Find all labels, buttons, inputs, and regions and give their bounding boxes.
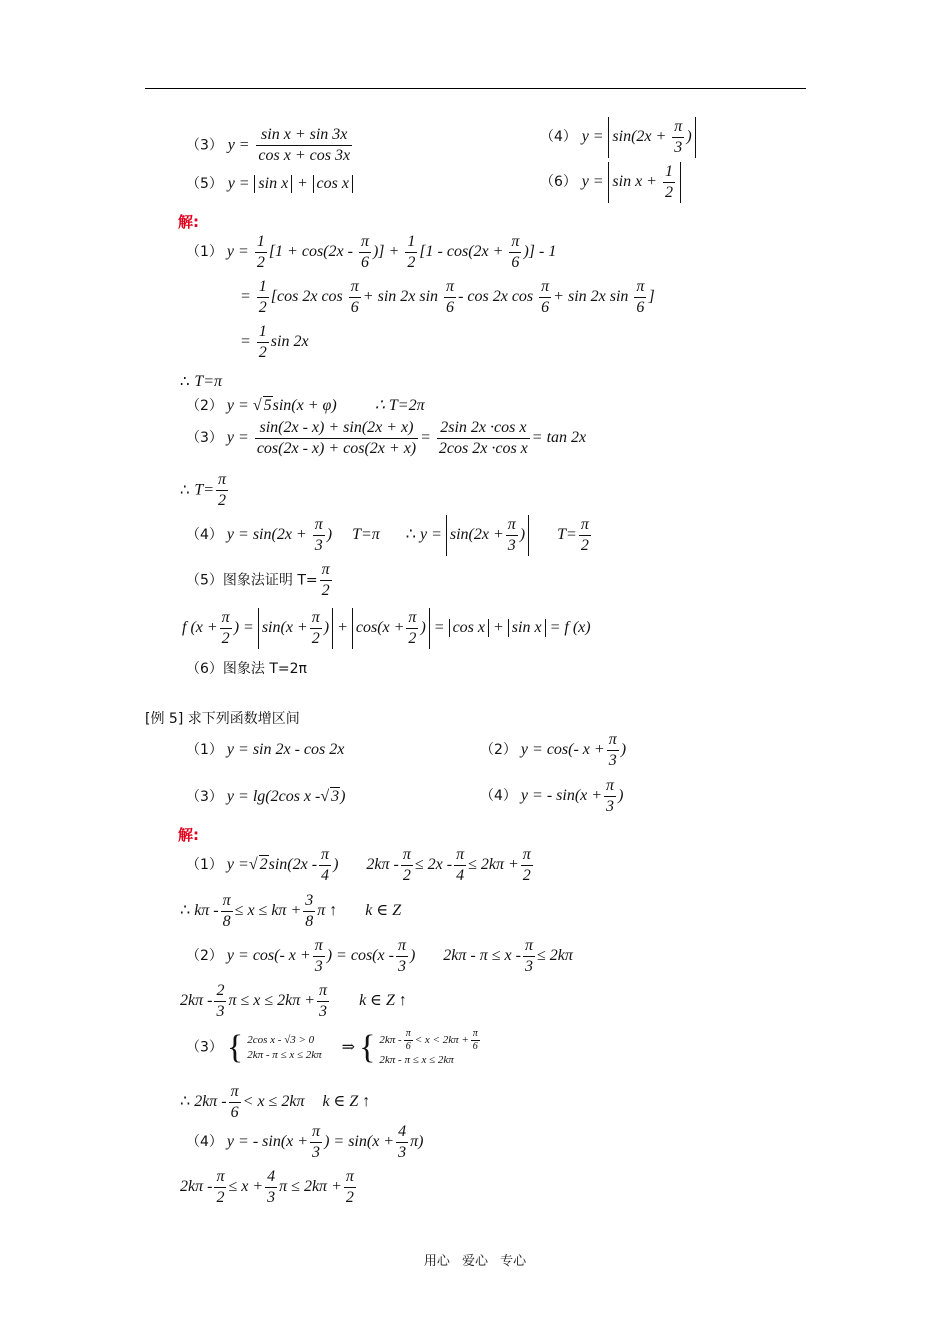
s5-abs-2: cos(x + $\frac{\pi}{2}$ ): [352, 608, 430, 649]
solution-1-line-2: [240, 277, 655, 318]
s5-text: f (x +: [182, 619, 218, 637]
pi2-frac: [579, 515, 591, 556]
a2-text: ≤ 2kπ: [536, 947, 573, 965]
problem-6-abs: [608, 162, 681, 203]
num: 1: [405, 232, 417, 253]
num: π: [539, 277, 551, 298]
left-brace-icon: {: [226, 1029, 244, 1066]
a4-text: y = - sin(x +: [226, 1133, 309, 1151]
den: 3: [608, 752, 617, 769]
q2-text: y = cos(- x +: [520, 741, 605, 759]
s4-text: ): [519, 526, 526, 544]
num: π: [521, 845, 533, 866]
s4-text: y =: [419, 526, 442, 544]
pi2-frac: [401, 845, 413, 886]
den: 3: [319, 1003, 328, 1020]
problem-4-frac: [672, 117, 684, 158]
problem-4-label: （4）: [540, 129, 577, 146]
s1-text: [1 - cos(2x +: [419, 243, 504, 261]
s1-text: [cos 2x cos: [270, 288, 343, 306]
four-thirds-frac: [265, 1167, 277, 1208]
question-2: [480, 730, 626, 771]
pi2-frac: [310, 608, 322, 649]
den: 6: [230, 1104, 239, 1121]
s3-text: y =: [226, 429, 249, 447]
num: π: [310, 608, 322, 629]
pi4-frac: [319, 845, 331, 886]
pi6-frac: [349, 277, 361, 318]
a3-text: 2kπ -: [379, 1034, 402, 1047]
den: 8: [222, 913, 231, 930]
q3-text: y = lg(2cos x -: [226, 788, 321, 805]
solution-2: （2） y = √ 5sin(x + φ) ∴ T=2π: [186, 397, 425, 414]
s1-text: =: [240, 333, 251, 351]
q4-label: （4）: [480, 788, 517, 805]
num: π: [220, 608, 232, 629]
num: 1: [255, 232, 267, 253]
den: 8: [305, 913, 314, 930]
half-frac: [405, 232, 417, 273]
den: 2cos 2x ·cos x: [438, 440, 528, 457]
problem-4-body: sin(2x +: [612, 128, 667, 146]
a1-text: sin(2x -: [268, 856, 318, 874]
problem-5-abs-b: cos x: [313, 175, 353, 193]
s1-text: =: [240, 288, 251, 306]
q3-text: ): [340, 788, 346, 805]
den: 3: [606, 798, 615, 815]
result-3: [180, 1082, 370, 1123]
pi6-frac: [229, 1082, 241, 1123]
period-3: [180, 470, 230, 511]
period-1: [180, 372, 222, 391]
s3-frac-2: [437, 418, 530, 459]
s3-text: = tan 2x: [531, 429, 587, 447]
pi6-frac: [444, 277, 456, 318]
sqrt-3: 3: [331, 788, 340, 805]
num: π: [221, 891, 233, 912]
den: 6: [636, 299, 645, 316]
den: 6: [350, 299, 359, 316]
a3-res-1: [379, 1028, 481, 1053]
solution-3: [186, 418, 586, 459]
example-5-title: [例 5] 求下列函数增区间: [145, 711, 300, 727]
den: 3: [216, 1003, 225, 1020]
r3-text: 2kπ -: [194, 1093, 227, 1111]
num: 3: [303, 891, 315, 912]
r4-text: π ≤ 2kπ +: [279, 1178, 342, 1196]
a3-system-left: [247, 1033, 321, 1063]
solution-heading-2: 解:: [178, 826, 199, 844]
s5-abs-1: sin(x + $\frac{\pi}{2}$ ): [258, 608, 333, 649]
den: 2: [321, 582, 330, 599]
q4-text: y = - sin(x +: [520, 787, 603, 805]
a2-text: ) = cos(x -: [326, 947, 394, 965]
den: 2: [216, 1189, 225, 1206]
num: π: [214, 1167, 226, 1188]
pi-symbol: π: [672, 117, 684, 138]
num: π: [405, 1028, 411, 1039]
result-2: [180, 981, 407, 1022]
problem-6-frac: [663, 162, 675, 203]
question-4: [480, 776, 623, 817]
den: 2: [407, 254, 416, 271]
a3-label: （3）: [186, 1039, 223, 1056]
den: 6: [472, 1041, 478, 1052]
den: 6: [446, 299, 455, 316]
den: 3: [507, 537, 516, 554]
s1-text: - cos 2x cos: [458, 288, 534, 306]
num: 4: [265, 1167, 277, 1188]
sqrt-2: 2: [259, 856, 268, 874]
a3-cond-2: 2kπ - π ≤ x ≤ 2kπ: [247, 1049, 322, 1061]
problem-4: [540, 117, 696, 158]
s1-text: )] +: [372, 243, 400, 261]
s1-text: sin 2x: [270, 333, 309, 351]
result-1: [180, 891, 401, 932]
s3-frac-1: [255, 418, 418, 459]
therefore-symbol: ∴: [374, 397, 385, 414]
den: 6: [360, 254, 369, 271]
num: π: [216, 470, 228, 491]
s5-text: ) =: [233, 619, 254, 637]
problem-6-eq: y =: [581, 173, 604, 191]
num: π: [406, 608, 418, 629]
num: π: [634, 277, 646, 298]
den: 2: [256, 254, 265, 271]
problem-4-abs: [608, 117, 695, 158]
problem-3-numerator: sin x + sin 3x: [256, 125, 352, 146]
therefore-symbol: ∴: [180, 1093, 191, 1111]
den: 6: [541, 299, 550, 316]
header-rule: [145, 88, 806, 89]
den: 3: [314, 958, 323, 975]
pi6-frac: [359, 232, 371, 273]
den: 4: [456, 867, 465, 884]
problem-3: [186, 125, 354, 166]
den: 3: [524, 958, 533, 975]
pi3-frac: [317, 981, 329, 1022]
a3-system-right: [379, 1028, 481, 1068]
s5-text: = f (x): [549, 619, 591, 637]
r3-text: < x ≤ 2kπ: [242, 1093, 305, 1111]
r4-text: 2kπ -: [180, 1178, 213, 1196]
num: sin(2x - x) + sin(2x + x): [255, 418, 418, 439]
pi3-frac: [396, 936, 408, 977]
a2-text: 2kπ - π ≤ x -: [443, 947, 521, 965]
den: 2: [522, 867, 531, 884]
solution-3-label: （3）: [186, 430, 223, 447]
pi3-frac: [604, 776, 616, 817]
sqrt-5: 5: [263, 397, 272, 414]
solution-1-line-3: [240, 322, 309, 363]
pi2-frac: [406, 608, 418, 649]
solution-heading-1: 解:: [178, 213, 199, 231]
period-label: T=: [194, 481, 215, 499]
s5-abs-4: sin x: [508, 619, 546, 637]
solution-4-label: （4）: [186, 527, 223, 544]
den: 2: [221, 630, 230, 647]
pi6-frac: [509, 232, 521, 273]
num: π: [401, 845, 413, 866]
pi8-frac: [221, 891, 233, 932]
s1-text: + sin 2x sin: [553, 288, 629, 306]
r1-text: ≤ x ≤ kπ +: [234, 902, 302, 920]
den: cos(2x - x) + cos(2x + x): [256, 440, 417, 457]
den: 2: [345, 1189, 354, 1206]
problem-6: [540, 162, 681, 203]
solution-5-label: （5）: [186, 572, 223, 589]
pi3-frac: [523, 936, 535, 977]
problem-5-abs-a: sin x: [254, 175, 292, 193]
half-frac: [257, 322, 269, 363]
num: π: [313, 515, 325, 536]
s5-text: +: [493, 619, 504, 637]
two-thirds-frac: [214, 981, 226, 1022]
pi2-frac: [521, 845, 533, 886]
problem-5-eq: y =: [227, 175, 250, 192]
left-brace-icon: {: [359, 1029, 376, 1066]
den: 2: [408, 630, 417, 647]
s1-text: )] - 1: [523, 243, 557, 261]
three-eighths-frac: [303, 891, 315, 932]
question-3: （3） y = lg(2cos x -√ 3): [186, 788, 346, 805]
den: 2: [258, 344, 267, 361]
a4-text: π): [410, 1133, 424, 1151]
a1-text: ): [333, 856, 339, 874]
q2-label: （2）: [480, 742, 517, 759]
den: 3: [267, 1189, 276, 1206]
num: π: [472, 1028, 478, 1039]
s5-abs-body: cos(x +: [355, 619, 405, 637]
s2-text: sin(x + φ): [272, 397, 337, 414]
den: 4: [321, 867, 330, 884]
solution-1-label: （1）: [186, 244, 223, 261]
problem-4-tail: ): [686, 128, 692, 146]
num: π: [523, 936, 535, 957]
den: 2: [218, 492, 227, 509]
num: π: [349, 277, 361, 298]
problem-4-eq: y =: [581, 128, 604, 146]
num: π: [344, 1167, 356, 1188]
numerator-1: 1: [663, 162, 675, 183]
num: π: [320, 560, 332, 581]
answer-2: [186, 936, 573, 977]
pi2-frac: [220, 608, 232, 649]
r2-text: 2kπ -: [180, 992, 213, 1010]
pi2-frac: [216, 470, 228, 511]
num: π: [604, 776, 616, 797]
four-thirds-frac: [396, 1122, 408, 1163]
a3-cond-1: 2cos x - √3 > 0: [247, 1034, 315, 1046]
solution-4: [186, 515, 593, 556]
problem-5-label: （5）: [186, 176, 223, 192]
s1-text: + sin 2x sin: [362, 288, 439, 306]
num: π: [313, 936, 325, 957]
solution-2-label: （2）: [186, 398, 223, 414]
a4-text: ) = sin(x +: [324, 1133, 395, 1151]
s1-text: ]: [648, 288, 655, 306]
pi6-frac: [471, 1028, 480, 1053]
half-frac: [255, 232, 267, 273]
problem-3-fraction: [256, 125, 352, 166]
s4-abs: [446, 515, 529, 556]
therefore-symbol: ∴: [405, 526, 416, 544]
r1-text: k ∈ Z: [365, 902, 402, 920]
therefore-symbol: ∴: [180, 372, 190, 390]
s4-abs-body: sin(2x +: [449, 526, 504, 544]
solution-6: [186, 659, 307, 678]
solution-6-desc: 图象法 T=2π: [222, 661, 307, 677]
den: 3: [314, 537, 323, 554]
num: π: [310, 1122, 322, 1143]
num: π: [444, 277, 456, 298]
solution-5-desc: 图象法证明 T=: [222, 572, 318, 589]
pi3-frac: [313, 515, 325, 556]
num: π: [454, 845, 466, 866]
pi2-frac: [344, 1167, 356, 1208]
num: π: [317, 981, 329, 1002]
therefore-symbol: ∴: [180, 480, 190, 499]
r1-text: kπ -: [194, 902, 219, 920]
den: 3: [398, 1144, 407, 1161]
therefore-symbol: ∴: [180, 902, 191, 920]
period-value: T=2π: [388, 397, 425, 414]
num: π: [509, 232, 521, 253]
solution-5-text: [186, 560, 334, 601]
q4-text: ): [618, 787, 624, 805]
a1-text: y =: [226, 856, 249, 874]
pi2-frac: [214, 1167, 226, 1208]
answer-3: [186, 1028, 482, 1068]
a2-label: （2）: [186, 948, 223, 965]
s1-text: y =: [226, 243, 249, 261]
pi2-frac: [320, 560, 332, 601]
r2-text: k ∈ Z ↑: [359, 992, 407, 1010]
den: 6: [511, 254, 520, 271]
solution-1-line-1: [186, 232, 556, 273]
q1-text: y = sin 2x - cos 2x: [226, 741, 345, 758]
answer-1: （1） y =√ 2sin(2x - $\frac{\pi}{4}$ ) 2kπ - $\frac{\pi}{2}$ ≤ 2x - $\frac{\pi}{4}$ ≤ 2kπ + $\frac{\pi}{2}$: [186, 846, 531, 884]
s2-text: y =: [226, 397, 249, 414]
num: 2sin 2x ·cos x: [437, 418, 530, 439]
problem-3-lhs: y =: [227, 136, 250, 154]
pi3-frac: [607, 730, 619, 771]
problem-3-label: （3）: [186, 137, 223, 154]
num: π: [319, 845, 331, 866]
a2-text: y = cos(- x +: [226, 947, 311, 965]
a1-label: （1）: [186, 857, 223, 874]
pi4-frac: [454, 845, 466, 886]
num: 1: [257, 277, 269, 298]
s4-text: y = sin(2x +: [226, 526, 307, 544]
r3-text: k ∈ Z ↑: [322, 1093, 371, 1111]
problem-6-label: （6）: [540, 174, 577, 191]
a2-text: ): [409, 947, 416, 965]
s1-text: [1 + cos(2x -: [268, 243, 353, 261]
denominator-3: 3: [674, 139, 683, 156]
answer-4: [186, 1122, 423, 1163]
r1-text: π ↑: [317, 902, 338, 920]
solution-5-proof: [182, 608, 591, 649]
pi3-frac: [506, 515, 518, 556]
pi3-frac: [313, 936, 325, 977]
den: 6: [405, 1041, 411, 1052]
s5-text: +: [337, 619, 348, 637]
solution-6-label: （6）: [186, 661, 223, 677]
half-frac: [257, 277, 269, 318]
page-footer: 用心 爱心 专心: [423, 1254, 527, 1269]
s4-period: T=π: [352, 526, 380, 544]
problem-5: [186, 174, 353, 193]
den: 3: [312, 1144, 321, 1161]
a3-text: < x < 2kπ +: [414, 1034, 469, 1047]
num: π: [506, 515, 518, 536]
q1-label: （1）: [186, 742, 223, 758]
denominator-2: 2: [664, 184, 673, 201]
pi6-frac: [634, 277, 646, 318]
problem-6-body: sin x +: [612, 173, 657, 191]
period-value: T=π: [194, 373, 223, 390]
s3-text: =: [420, 429, 431, 447]
q2-text: ): [620, 741, 627, 759]
num: 1: [257, 322, 269, 343]
pi6-frac: [404, 1028, 413, 1053]
pi3-frac: [310, 1122, 322, 1163]
num: 2: [214, 981, 226, 1002]
s5-abs-body: sin(x +: [261, 619, 308, 637]
a1-text: ≤ 2x -: [414, 856, 453, 874]
num: π: [579, 515, 591, 536]
r4-text: ≤ x +: [228, 1178, 264, 1196]
a1-text: 2kπ -: [366, 856, 399, 874]
num: π: [607, 730, 619, 751]
a4-label: （4）: [186, 1134, 223, 1151]
den: 3: [397, 958, 406, 975]
r2-text: π ≤ x ≤ 2kπ +: [228, 992, 316, 1010]
q3-label: （3）: [186, 789, 223, 805]
den: 2: [580, 537, 589, 554]
num: 4: [396, 1122, 408, 1143]
question-1: [186, 741, 344, 759]
implies-arrow-icon: ⇒: [341, 1038, 356, 1056]
period-label: T=: [557, 526, 577, 544]
den: 2: [402, 867, 411, 884]
problem-3-denominator: cos x + cos 3x: [258, 147, 351, 164]
s5-text: =: [433, 619, 445, 637]
s4-text: ): [326, 526, 333, 544]
den: 2: [258, 299, 267, 316]
a3-res-2: 2kπ - π ≤ x ≤ 2kπ: [379, 1054, 454, 1066]
num: π: [229, 1082, 241, 1103]
num: π: [359, 232, 371, 253]
problem-5-plus: +: [296, 175, 308, 192]
result-4: [180, 1167, 358, 1208]
pi6-frac: [539, 277, 551, 318]
den: 2: [311, 630, 320, 647]
s5-abs-3: cos x: [449, 619, 489, 637]
a1-text: ≤ 2kπ +: [468, 856, 519, 874]
num: π: [396, 936, 408, 957]
